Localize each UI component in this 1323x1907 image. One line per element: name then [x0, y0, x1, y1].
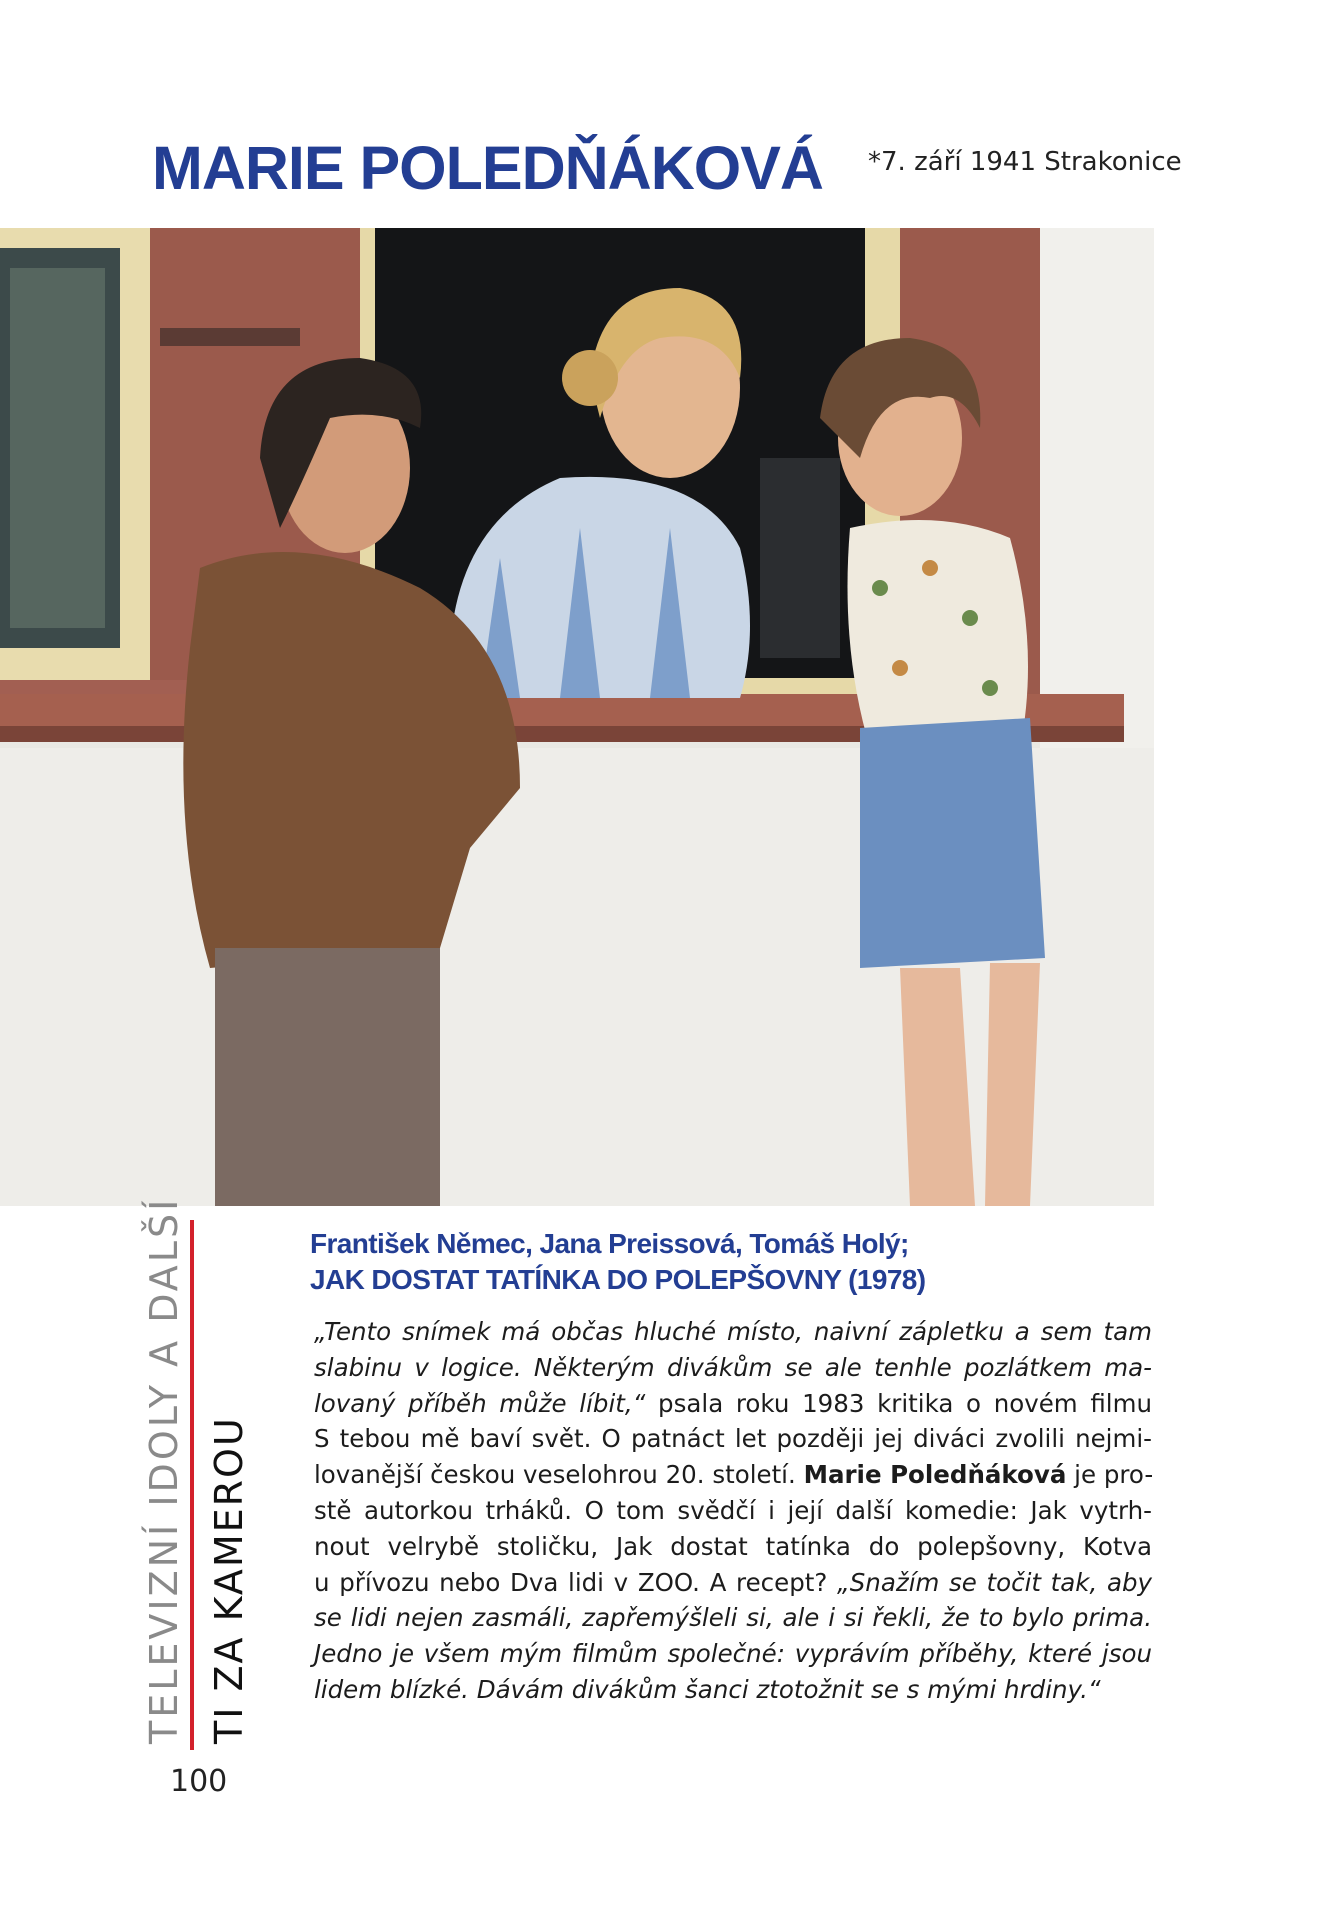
body-quote-start: „Snažím se točit tak, aby [837, 1567, 1153, 1597]
page-title: MARIE POLEDŇÁKOVÁ [152, 134, 823, 202]
sidebar-series: TI ZA KAMEROU [207, 1416, 251, 1744]
body-line: se lidi nejen zasmáli, zapřemýšleli si, ale i si řekli, že to bylo prima. [314, 1603, 1152, 1633]
body-line: stě autorkou trháků. O tom svědčí i její další komedie: Jak vytrh- [314, 1495, 1152, 1525]
sidebar-accent-rule [190, 1220, 194, 1750]
body-quote-end: lovaný příběh může líbit,“ [314, 1388, 646, 1418]
film-still-photo [0, 228, 1154, 1206]
birth-info: *7. září 1941 Strakonice [868, 147, 1182, 177]
page-number: 100 [170, 1764, 228, 1799]
caption-actors: František Němec, Jana Preissová, Tomáš Holý; [310, 1228, 909, 1259]
body-text-span: u přívozu nebo Dva lidi v ZOO. A recept? [314, 1567, 838, 1597]
body-line: lidem blízké. Dávám divákům šanci ztotožnit se s mými hrdiny.“ [314, 1674, 1101, 1704]
body-line: slabinu v logice. Některým divákům se ale tenhle pozlátkem ma- [314, 1352, 1152, 1382]
caption-film-title: JAK DOSTAT TATÍNKA DO POLEPŠOVNY (1978) [310, 1264, 926, 1295]
article-body [314, 1314, 1152, 1708]
body-text-span: je pro- [1066, 1460, 1154, 1490]
body-highlight-name: Marie Poledňáková [803, 1460, 1067, 1490]
photo-caption [310, 1226, 1150, 1298]
body-line: „Tento snímek má občas hluché místo, naivní zápletku a sem tam [314, 1317, 1152, 1346]
body-line [314, 1386, 1152, 1422]
body-line: Jedno je všem mým filmům společné: vyprávím příběhy, které jsou [314, 1639, 1152, 1669]
body-line [314, 1457, 1152, 1493]
film-still-image-icon [0, 228, 1154, 1206]
sidebar-category: TELEVIZNÍ IDOLY A DALŠÍ [142, 1196, 186, 1744]
body-line [314, 1565, 1152, 1601]
body-line: S tebou mě baví svět. O patnáct let později jej diváci zvolili nejmi- [314, 1424, 1152, 1454]
body-line: nout velrybě stoličku, Jak dostat tatínka do polepšovny, Kotva [314, 1531, 1152, 1561]
body-text-span: lovanější českou veselohrou 20. století. [314, 1460, 804, 1490]
body-text-span: psala roku 1983 kritika o novém filmu [645, 1388, 1152, 1418]
